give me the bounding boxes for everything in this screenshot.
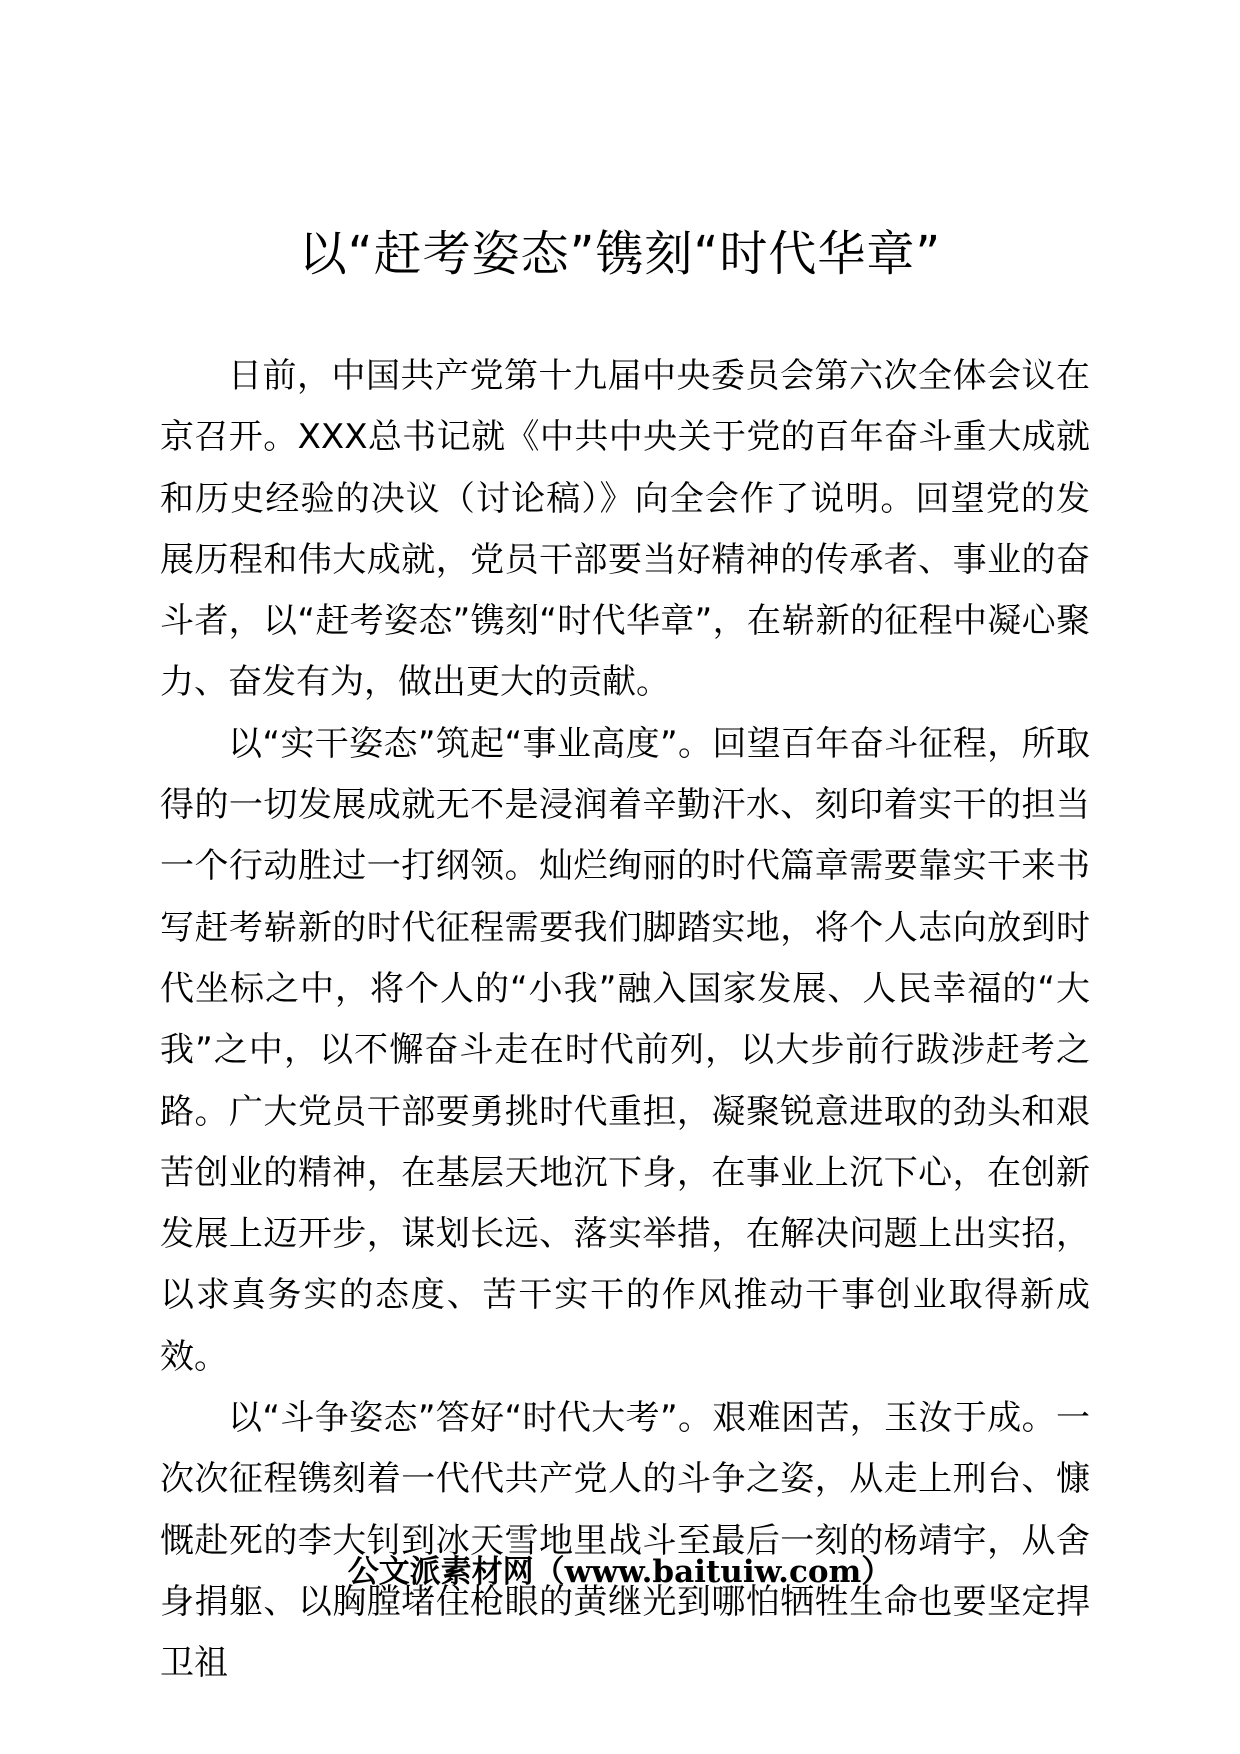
page-footer-watermark: 公文派素材网（www.baituiw.com）	[347, 1554, 893, 1590]
paragraph-intro: 日前，中国共产党第十九届中央委员会第六次全体会议在京召开。XXX总书记就《中共中央关于党的百年奋斗重大成就和历史经验的决议（讨论稿）》向全会作了说明。回望党的发展历程和伟大成就，党员干部要当好精神的传承者、事业的奋斗者，以“赶考姿态”镌刻“时代华章”，在崭新的征程中凝心聚力、奋发有为，做出更大的贡献。	[160, 356, 1090, 703]
document-title: 以“赶考姿态”镌刻“时代华章”	[298, 226, 942, 282]
paragraph-struggle: 以“斗争姿态”答好“时代大考”。艰难困苦，玉汝于成。一次次征程镌刻着一代代共产党人的斗争之姿，从走上刑台、慷慨赴死的李大钊到冰天雪地里战斗至最后一刻的杨靖宇，从舍身捐躯、以胸膛堵住枪眼的黄继光到哪怕牺牲生命也要坚定捍卫祖	[160, 1398, 1090, 1684]
paragraph-practical-work: 以“实干姿态”筑起“事业高度”。回望百年奋斗征程，所取得的一切发展成就无不是浸润着辛勤汗水、刻印着实干的担当一个行动胜过一打纲领。灿烂绚丽的时代篇章需要靠实干来书写赶考崭新的时代征程需要我们脚踏实地，将个人志向放到时代坐标之中，将个人的“小我”融入国家发展、人民幸福的“大我”之中，以不懈奋斗走在时代前列，以大步前行跋涉赶考之路。广大党员干部要勇挑时代重担，凝聚锐意进取的劲头和艰苦创业的精神，在基层天地沉下身，在事业上沉下心，在创新发展上迈开步，谋划长远、落实举措，在解决问题上出实招，以求真务实的态度、苦干实干的作风推动干事创业取得新成效。	[160, 723, 1090, 1377]
document-body	[160, 346, 1090, 1695]
